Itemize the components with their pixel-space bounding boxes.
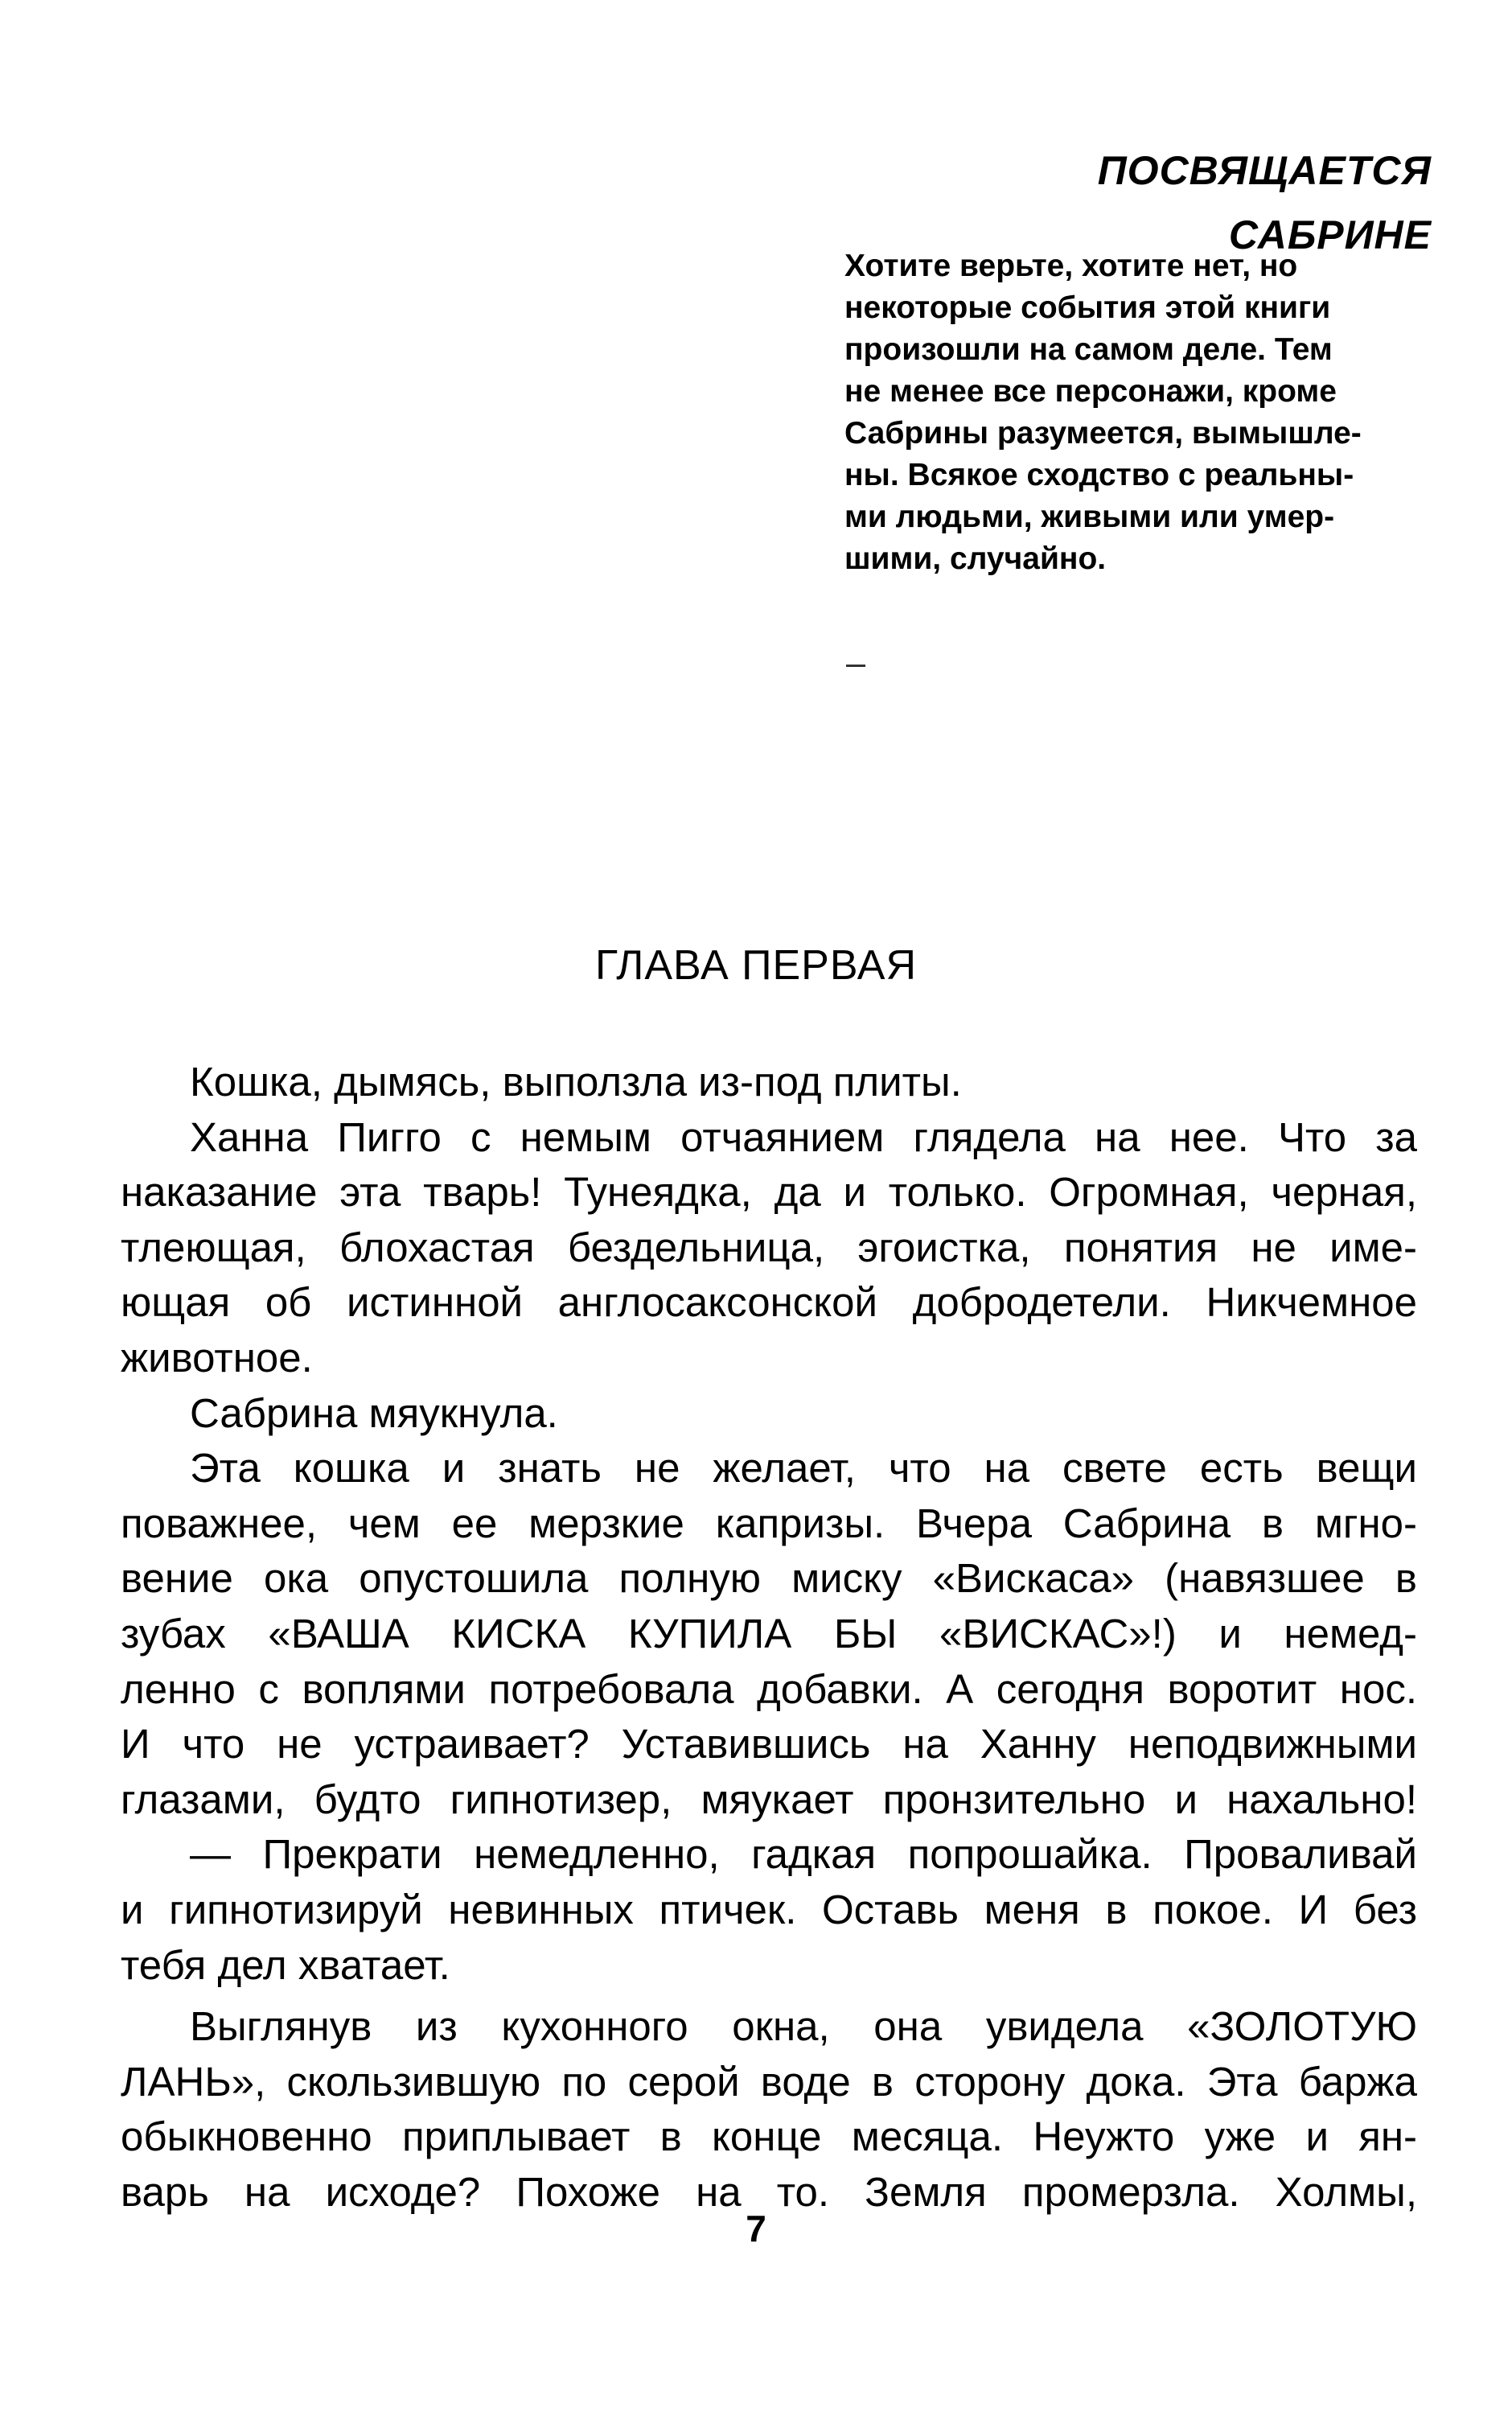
body-line: глазами, будто гипнотизер, мяукает пронзительно и нахально! [121,1776,1417,1822]
body-line: наказание эта тварь! Тунеядка, да и только. Огромная, черная, [121,1169,1417,1216]
body-line: варь на исходе? Похоже на то. Земля промерзла. Холмы, [121,2168,1417,2215]
body-line: зубах «ВАША КИСКА КУПИЛА БЫ «ВИСКАС»!) и немед- [121,1610,1417,1656]
chapter-title: ГЛАВА ПЕРВАЯ [594,942,918,989]
chapter-body [121,1055,1417,2220]
disclaimer-line: Хотите верьте, хотите нет, но [844,249,1298,283]
disclaimer-line: произошли на самом деле. Тем [844,332,1333,367]
page-number: 7 [746,2208,766,2249]
disclaimer-line: ны. Всякое сходство с реальны- [844,458,1354,492]
disclaimer-line: Сабрины разумеется, вымышле- [844,416,1362,451]
body-line: Эта кошка и знать не желает, что на свете есть вещи [190,1445,1417,1492]
body-line: тлеющая, блохастая бездельница, эгоистка, понятия не име- [121,1224,1417,1270]
body-line: поважнее, чем ее мерзкие капризы. Вчера Сабрина в мгно- [121,1500,1417,1546]
body-line: — Прекрати немедленно, гадкая попрошайка. Проваливай [190,1831,1417,1878]
dedication-title: ПОСВЯЩАЕТСЯ САБРИНЕ [1097,148,1432,257]
body-line: и гипнотизируй невинных птичек. Оставь меня в покое. И без [121,1886,1417,1932]
body-line: вение ока опустошила полную миску «Вискаса» (навязшее в [121,1555,1417,1602]
stray-dash-mark [846,665,865,667]
body-line: животное. [121,1334,313,1381]
body-line: тебя дел хватает. [121,1941,450,1988]
body-line: Сабрина мяукнула. [190,1389,558,1436]
body-line: Выглянув из кухонного окна, она увидела «ЗОЛОТУЮ [190,2003,1417,2050]
paragraph-gap [121,1993,1417,1999]
disclaimer-line: ми людьми, живыми или умер- [844,500,1335,534]
body-line: ющая об истинной англосаксонской добродетели. Никчемное [121,1279,1417,1326]
body-line: Кошка, дымясь, выползла из-под плиты. [190,1059,962,1105]
body-line: ЛАНЬ», скользившую по серой воде в сторону дока. Эта баржа [121,2058,1417,2105]
disclaimer-block [844,245,1407,580]
disclaimer-line: шими, случайно. [844,541,1107,576]
body-line: Ханна Пигго с немым отчаянием глядела на нее. Что за [190,1113,1417,1160]
body-line: ленно с воплями потребовала добавки. А сегодня воротит нос. [121,1665,1417,1712]
body-line: И что не устраивает? Уставившись на Ханну неподвижными [121,1721,1417,1768]
body-line: обыкновенно приплывает в конце месяца. Неужто уже и ян- [121,2113,1417,2160]
disclaimer-line: некоторые события этой книги [844,290,1331,325]
disclaimer-line: не менее все персонажи, кроме [844,374,1337,409]
